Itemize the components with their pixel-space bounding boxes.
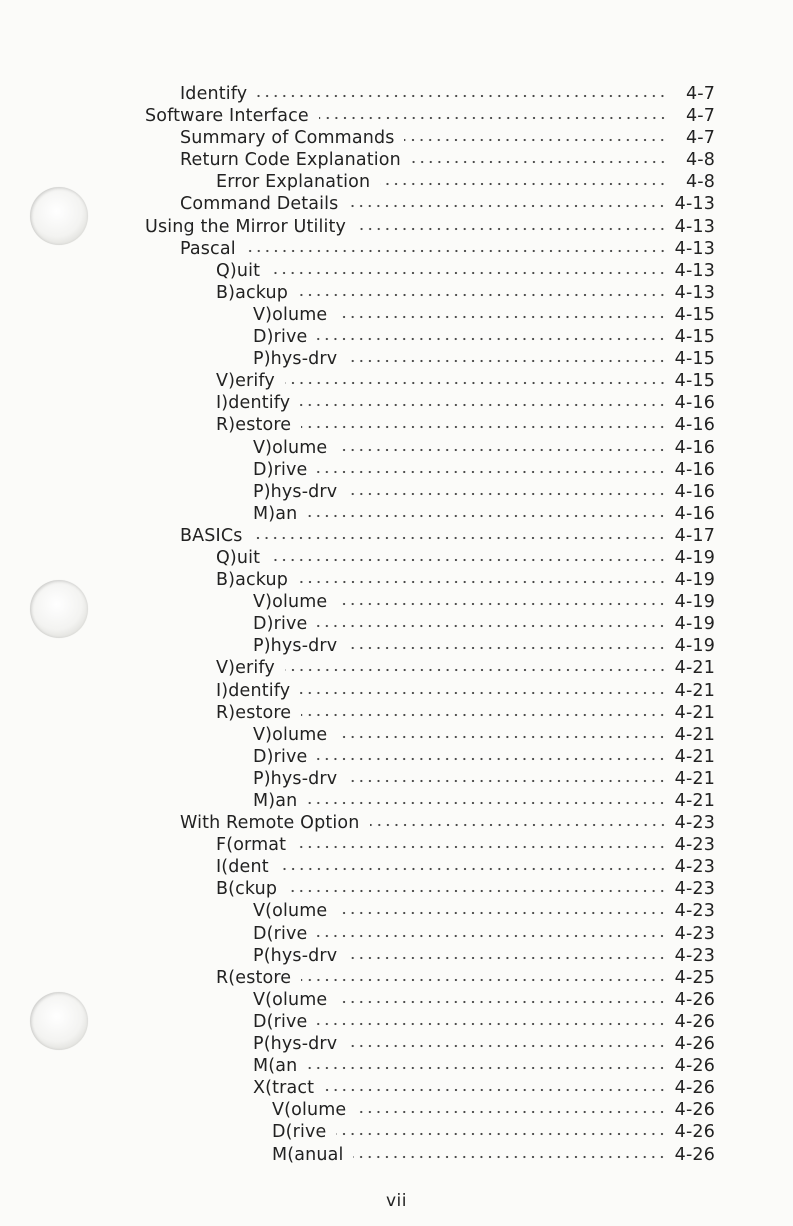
toc-entry-page: 4-26 (674, 1011, 715, 1032)
toc-entry-title: Identify (180, 84, 248, 104)
toc-entry-title: P)hys-drv (253, 349, 338, 370)
toc-entry-page: 4-21 (674, 724, 715, 745)
toc-entry (145, 725, 715, 747)
toc-entry-page: 4-16 (674, 437, 715, 458)
toc-entry-title: V)olume (253, 592, 328, 613)
toc-entry-title: R)estore (216, 415, 292, 436)
toc-entry (145, 1012, 715, 1034)
toc-entry-page: 4-16 (674, 393, 715, 414)
toc-entry-title: I(dent (216, 857, 269, 878)
toc-entry-page: 4-26 (674, 1144, 715, 1165)
toc-entry (145, 194, 715, 216)
toc-entry (145, 1122, 715, 1144)
dot-leader (298, 293, 667, 297)
dot-leader (270, 271, 667, 275)
dot-leader (287, 889, 667, 893)
dot-leader (356, 1110, 666, 1114)
toc-entry-page: 4-16 (674, 459, 715, 480)
toc-entry (145, 349, 715, 371)
toc-entry-page: 4-13 (674, 238, 715, 259)
toc-entry (145, 150, 715, 172)
dot-leader (411, 160, 667, 164)
toc-entry (145, 614, 715, 636)
toc-entry-page: 4-26 (674, 1122, 715, 1143)
toc-entry (145, 1100, 715, 1122)
toc-entry (145, 283, 715, 305)
dot-leader (337, 448, 666, 452)
toc-entry (145, 1078, 715, 1100)
toc-entry-page: 4-19 (674, 547, 715, 568)
punch-hole-middle (30, 580, 88, 638)
dot-leader (296, 845, 667, 849)
dot-leader (353, 1155, 666, 1159)
dot-leader (380, 182, 667, 186)
toc-entry (145, 327, 715, 349)
toc-entry (145, 946, 715, 968)
toc-entry-page: 4-8 (685, 150, 715, 171)
toc-entry (145, 1056, 715, 1078)
toc-entry-page: 4-21 (674, 702, 715, 723)
dot-leader (348, 204, 666, 208)
toc-entry-page: 4-21 (674, 746, 715, 767)
toc-entry-title: V)olume (253, 724, 328, 745)
toc-entry-title: M(an (253, 1056, 298, 1077)
dot-leader (307, 801, 666, 805)
toc-entry-page: 4-7 (685, 84, 715, 104)
dot-leader (307, 1066, 666, 1070)
dot-leader (347, 646, 666, 650)
toc-entry-page: 4-15 (674, 371, 715, 392)
toc-entry-title: Pascal (180, 238, 236, 259)
toc-entry (145, 548, 715, 570)
dot-leader (317, 337, 666, 341)
toc-entry (145, 791, 715, 813)
dot-leader (356, 227, 667, 231)
toc-entry-title: Command Details (180, 194, 339, 215)
toc-entry-title: V(olume (272, 1100, 347, 1121)
dot-leader (337, 911, 666, 915)
toc-entry-page: 4-17 (674, 525, 715, 546)
toc-entry-title: Using the Mirror Utility (145, 216, 347, 237)
toc-entry-page: 4-26 (674, 1056, 715, 1077)
toc-entry-page: 4-13 (674, 194, 715, 215)
toc-entry-title: F(ormat (216, 835, 287, 856)
toc-entry (145, 901, 715, 923)
toc-entry-page: 4-13 (674, 216, 715, 237)
toc-entry-title: BASICs (180, 525, 243, 546)
toc-entry-page: 4-21 (674, 791, 715, 811)
dot-leader (300, 691, 666, 695)
toc-entry (145, 857, 715, 879)
toc-entry-page: 4-23 (674, 835, 715, 856)
toc-entry-page: 4-21 (674, 658, 715, 679)
toc-entry-page: 4-26 (674, 1100, 715, 1121)
toc-entry-title: D(rive (272, 1122, 327, 1143)
dot-leader (279, 867, 667, 871)
dot-leader (317, 470, 666, 474)
toc-entry-title: P)hys-drv (253, 768, 338, 789)
toc-entry (145, 460, 715, 482)
toc-entry-title: D)rive (253, 746, 308, 767)
toc-entry-title: V(olume (253, 901, 328, 922)
dot-leader (324, 1088, 667, 1092)
toc-entry-title: M)an (253, 791, 298, 811)
toc-entry-title: P)hys-drv (253, 481, 338, 502)
dot-leader (370, 823, 667, 827)
punch-hole-bottom (30, 992, 88, 1050)
dot-leader (270, 558, 667, 562)
dot-leader (285, 668, 667, 672)
toc-entry-page: 4-23 (674, 879, 715, 900)
toc-entry-title: B)ackup (216, 570, 289, 591)
dot-leader (298, 580, 667, 584)
dot-leader (337, 1000, 666, 1004)
toc-entry-page: 4-7 (685, 106, 715, 127)
toc-entry-page: 4-23 (674, 857, 715, 878)
toc-entry (145, 592, 715, 614)
dot-leader (336, 1132, 666, 1136)
toc-entry-title: P(hys-drv (253, 945, 338, 966)
toc-entry-title: B)ackup (216, 282, 289, 303)
toc-entry-title: R)estore (216, 702, 292, 723)
toc-entry-page: 4-21 (674, 768, 715, 789)
toc-entry-title: Error Explanation (216, 172, 371, 193)
toc-entry-page: 4-25 (674, 967, 715, 988)
toc-entry-page: 4-26 (674, 1034, 715, 1055)
toc-entry-title: D)rive (253, 614, 308, 635)
toc-entry (145, 482, 715, 504)
dot-leader (317, 934, 666, 938)
toc-entry (145, 990, 715, 1012)
toc-entry-title: D)rive (253, 459, 308, 480)
page-number: vii (385, 1191, 407, 1211)
toc-entry (145, 924, 715, 946)
dot-leader (257, 94, 667, 98)
toc-entry-page: 4-16 (674, 481, 715, 502)
toc-entry-title: V)erify (216, 371, 275, 392)
toc-entry (145, 879, 715, 901)
toc-entry-title: M(anual (272, 1144, 344, 1165)
toc-entry (145, 1145, 715, 1167)
toc-entry-title: Q)uit (216, 547, 261, 568)
toc-entry (145, 84, 715, 106)
dot-leader (347, 492, 666, 496)
punch-hole-top (30, 187, 88, 245)
toc-entry (145, 305, 715, 327)
toc-entry-title: V)olume (253, 304, 328, 325)
toc-entry (145, 769, 715, 791)
toc-entry-page: 4-26 (674, 989, 715, 1010)
dot-leader (301, 978, 666, 982)
toc-entry (145, 371, 715, 393)
toc-entry (145, 438, 715, 460)
toc-entry-title: X(tract (253, 1078, 315, 1099)
dot-leader (301, 713, 666, 717)
toc-entry-page: 4-16 (674, 503, 715, 524)
toc-entry-page: 4-19 (674, 636, 715, 657)
toc-entry (145, 570, 715, 592)
toc-entry-title: P(hys-drv (253, 1034, 338, 1055)
toc-entry-title: Software Interface (145, 106, 309, 127)
toc-entry-page: 4-15 (674, 327, 715, 348)
toc-entry-title: V)erify (216, 658, 275, 679)
dot-leader (347, 359, 666, 363)
toc-entry (145, 636, 715, 658)
toc-entry (145, 747, 715, 769)
toc-entry-title: Return Code Explanation (180, 150, 401, 171)
dot-leader (317, 1022, 666, 1026)
toc-entry (145, 415, 715, 437)
toc-entry-page: 4-19 (674, 570, 715, 591)
dot-leader (347, 779, 666, 783)
dot-leader (319, 116, 667, 120)
dot-leader (307, 514, 666, 518)
toc-entry-page: 4-13 (674, 282, 715, 303)
toc-entry-title: I)dentify (216, 680, 291, 701)
dot-leader (300, 403, 666, 407)
toc-entry-title: D)rive (253, 327, 308, 348)
toc-entry-title: With Remote Option (180, 813, 360, 834)
toc-entry (145, 681, 715, 703)
table-of-contents (145, 84, 715, 1167)
dot-leader (301, 425, 666, 429)
toc-entry (145, 968, 715, 990)
toc-entry-title: M)an (253, 503, 298, 524)
toc-entry-title: D(rive (253, 923, 308, 944)
toc-entry-page: 4-8 (685, 172, 715, 193)
toc-entry (145, 217, 715, 239)
toc-entry (145, 1034, 715, 1056)
toc-entry-title: V)olume (253, 437, 328, 458)
dot-leader (347, 956, 666, 960)
toc-entry (145, 526, 715, 548)
dot-leader (337, 735, 666, 739)
toc-entry-page: 4-26 (674, 1078, 715, 1099)
toc-entry-title: P)hys-drv (253, 636, 338, 657)
dot-leader (347, 1044, 666, 1048)
toc-entry-title: B(ckup (216, 879, 278, 900)
toc-entry (145, 261, 715, 283)
toc-entry (145, 128, 715, 150)
toc-entry-title: V(olume (253, 989, 328, 1010)
toc-entry-title: I)dentify (216, 393, 291, 414)
toc-entry-page: 4-21 (674, 680, 715, 701)
dot-leader (404, 138, 667, 142)
toc-entry (145, 393, 715, 415)
dot-leader (317, 624, 666, 628)
toc-entry-title: Summary of Commands (180, 128, 395, 149)
toc-entry-page: 4-23 (674, 901, 715, 922)
toc-entry-page: 4-7 (685, 128, 715, 149)
dot-leader (252, 536, 666, 540)
toc-entry-page: 4-15 (674, 304, 715, 325)
dot-leader (285, 381, 667, 385)
toc-entry (145, 703, 715, 725)
toc-entry-page: 4-15 (674, 349, 715, 370)
dot-leader (317, 757, 666, 761)
toc-entry-page: 4-19 (674, 614, 715, 635)
dot-leader (337, 315, 666, 319)
toc-entry (145, 813, 715, 835)
toc-entry-page: 4-13 (674, 260, 715, 281)
toc-entry-title: Q)uit (216, 260, 261, 281)
toc-entry-page: 4-23 (674, 923, 715, 944)
toc-entry (145, 172, 715, 194)
toc-entry (145, 658, 715, 680)
dot-leader (337, 602, 666, 606)
dot-leader (246, 249, 667, 253)
toc-entry-page: 4-19 (674, 592, 715, 613)
toc-entry-title: R(estore (216, 967, 292, 988)
toc-entry-page: 4-23 (674, 945, 715, 966)
toc-entry (145, 504, 715, 526)
toc-entry-page: 4-16 (674, 415, 715, 436)
toc-entry (145, 106, 715, 128)
toc-entry (145, 239, 715, 261)
toc-entry-title: D(rive (253, 1011, 308, 1032)
toc-entry (145, 835, 715, 857)
toc-entry-page: 4-23 (674, 813, 715, 834)
